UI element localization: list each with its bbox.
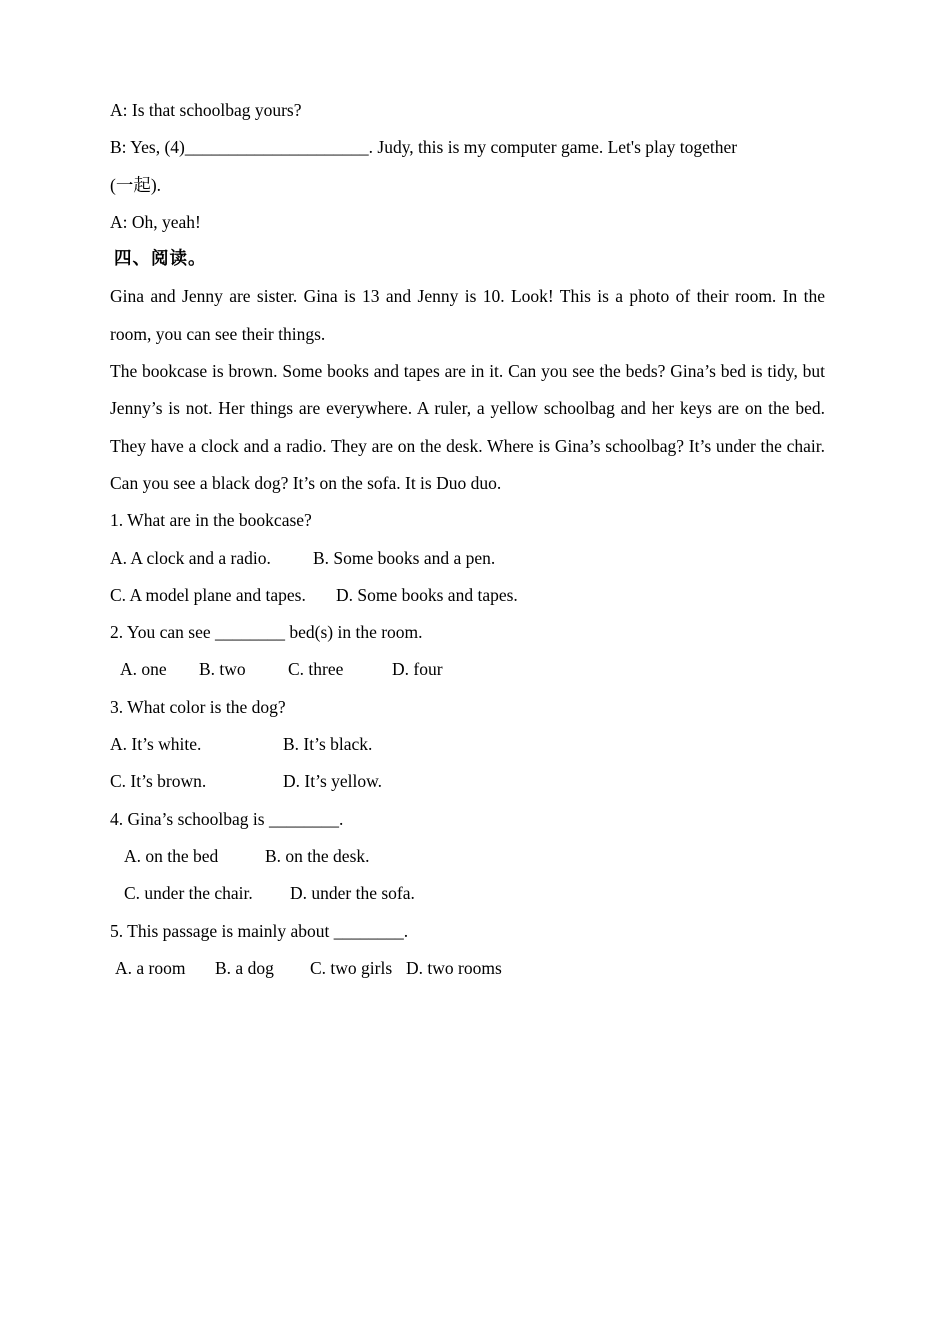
question-4-option-b: B. on the desk. <box>265 845 370 866</box>
worksheet-page <box>110 92 825 987</box>
question-5-option-b: B. a dog <box>215 957 274 978</box>
question-1-option-c: C. A model plane and tapes. <box>110 584 306 605</box>
question-2-option-b: B. two <box>199 659 246 680</box>
passage-paragraph-1: Gina and Jenny are sister. Gina is 13 and Jenny is 10. Look! This is a photo of their room. In the room, you can see their things. <box>110 286 825 344</box>
dialogue-line-b1: B: Yes, (4)_____________________. Judy, this is my computer game. Let's play together <box>110 137 738 158</box>
question-4-stem: 4. Gina’s schoolbag is ________. <box>110 808 344 829</box>
question-1-option-a: A. A clock and a radio. <box>110 547 271 568</box>
question-4-option-d: D. under the sofa. <box>290 883 415 904</box>
dialogue-line-b1-cont: (一起). <box>110 174 162 195</box>
question-2-option-d: D. four <box>392 659 443 680</box>
question-3-option-a: A. It’s white. <box>110 734 202 755</box>
question-5-option-d: D. two rooms <box>406 957 502 978</box>
dialogue-line-a2: A: Oh, yeah! <box>110 211 201 232</box>
question-2-stem: 2. You can see ________ bed(s) in the room. <box>110 622 423 643</box>
question-3-option-c: C. It’s brown. <box>110 771 207 792</box>
question-3-option-d: D. It’s yellow. <box>283 771 382 792</box>
question-3-stem: 3. What color is the dog? <box>110 696 286 717</box>
question-3-options-row-1 <box>110 726 825 763</box>
question-5-option-a: A. a room <box>115 957 186 978</box>
question-2-option-c: C. three <box>288 659 344 680</box>
question-1-stem: 1. What are in the bookcase? <box>110 510 312 531</box>
passage-paragraph-2: The bookcase is brown. Some books and tapes are in it. Can you see the beds? Gina’s bed is tidy, but Jenny’s is not. Her things are everywhere. A ruler, a yellow schoolbag and her keys are on the bed. They have a clock and a radio. They are on the desk. Where is Gina’s schoolbag? It’s under the chair. Can you see a black dog? It’s on the sofa. It is Duo duo. <box>110 361 825 493</box>
dialogue-line-a1: A: Is that schoolbag yours? <box>110 100 302 120</box>
question-5-option-c: C. two girls <box>310 957 393 978</box>
question-4-options-row-2 <box>110 875 825 912</box>
question-2-option-a: A. one <box>120 659 167 680</box>
section-heading-reading: 四、阅读。 <box>114 249 207 270</box>
question-1-option-b: B. Some books and a pen. <box>313 547 496 568</box>
question-4-options-row-1 <box>110 838 825 875</box>
question-5-options-row-1 <box>110 950 825 987</box>
question-1-options-row-1 <box>110 540 825 577</box>
question-1-options-row-2 <box>110 577 825 614</box>
question-4-option-a: A. on the bed <box>124 845 219 866</box>
question-3-options-row-2 <box>110 763 825 800</box>
question-5-stem: 5. This passage is mainly about ________. <box>110 920 409 941</box>
question-4-option-c: C. under the chair. <box>124 883 253 904</box>
question-2-options-row-1 <box>110 651 825 688</box>
question-3-option-b: B. It’s black. <box>283 734 373 755</box>
question-1-option-d: D. Some books and tapes. <box>336 584 518 605</box>
